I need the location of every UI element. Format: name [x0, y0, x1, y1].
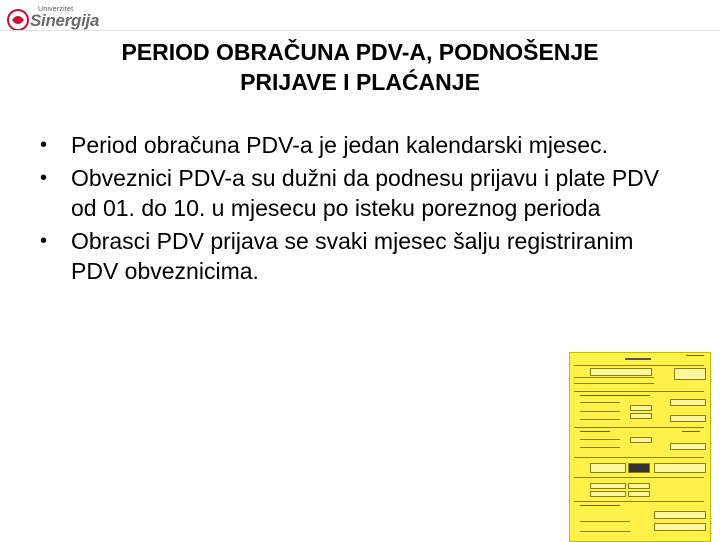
form-field-box: [674, 368, 706, 380]
form-field-box: [654, 523, 706, 531]
form-text-line: [580, 395, 650, 396]
bullet-icon: •: [40, 134, 48, 156]
form-rule: [574, 427, 704, 428]
bullet-text: Obveznici PDV-a su dužni da podnesu prijavu i plate PDV od 01. do 10. u mjesecu po isteku poreznog perioda: [71, 165, 660, 221]
header-divider: [0, 30, 720, 31]
pdv-form-image: [569, 352, 711, 542]
form-dark-box: [628, 463, 650, 473]
form-heading-mark: [625, 358, 651, 360]
form-field-box: [590, 463, 626, 473]
logo-name: Sinergija: [30, 11, 100, 30]
form-text-line: [682, 431, 700, 432]
form-field-box: [670, 415, 706, 422]
form-field-box: [630, 437, 652, 443]
form-field-box: [630, 405, 652, 411]
bullet-text: Period obračuna PDV-a je jedan kalendarski mjesec.: [71, 132, 608, 158]
bullet-text: Obrasci PDV prijava se svaki mjesec šalju registriranim PDV obveznicima.: [71, 228, 634, 284]
form-field-box: [590, 491, 626, 497]
form-text-line: [580, 431, 610, 432]
form-rule: [574, 391, 704, 392]
slide-title-line-1: PERIOD OBRAČUNA PDV-A, PODNOŠENJE: [121, 39, 599, 65]
logo-subtitle: Univerzitet: [38, 6, 74, 13]
form-rule: [580, 531, 630, 532]
university-logo: [2, 4, 100, 32]
form-rule: [580, 419, 620, 420]
sinergija-logo-icon: [7, 9, 29, 31]
form-rule: [574, 377, 654, 378]
bullet-icon: •: [40, 167, 48, 189]
form-rule: [574, 365, 704, 366]
form-corner-mark: [686, 355, 704, 356]
form-field-box: [654, 463, 706, 473]
form-rule: [580, 402, 620, 403]
form-field-box: [670, 443, 706, 450]
slide-title: [0, 37, 720, 97]
bullet-icon: •: [40, 230, 48, 252]
form-rule: [580, 411, 620, 412]
form-rule: [580, 521, 630, 522]
form-field-box: [628, 483, 650, 489]
bullet-list: [38, 130, 678, 289]
form-field-box: [590, 368, 652, 376]
form-rule: [580, 447, 620, 448]
form-rule: [574, 457, 704, 458]
form-rule: [574, 501, 704, 502]
form-field-box: [670, 399, 706, 406]
form-field-box: [630, 413, 652, 419]
form-rule: [574, 383, 654, 384]
slide-title-line-2: PRIJAVE I PLAĆANJE: [240, 69, 480, 95]
form-field-box: [628, 491, 650, 497]
form-field-box: [590, 483, 626, 489]
bullet-item: [38, 226, 678, 286]
form-rule: [574, 477, 704, 478]
form-text-line: [580, 505, 620, 506]
form-field-box: [654, 511, 706, 519]
bullet-item: [38, 130, 678, 160]
bullet-item: [38, 163, 678, 223]
form-rule: [580, 439, 620, 440]
